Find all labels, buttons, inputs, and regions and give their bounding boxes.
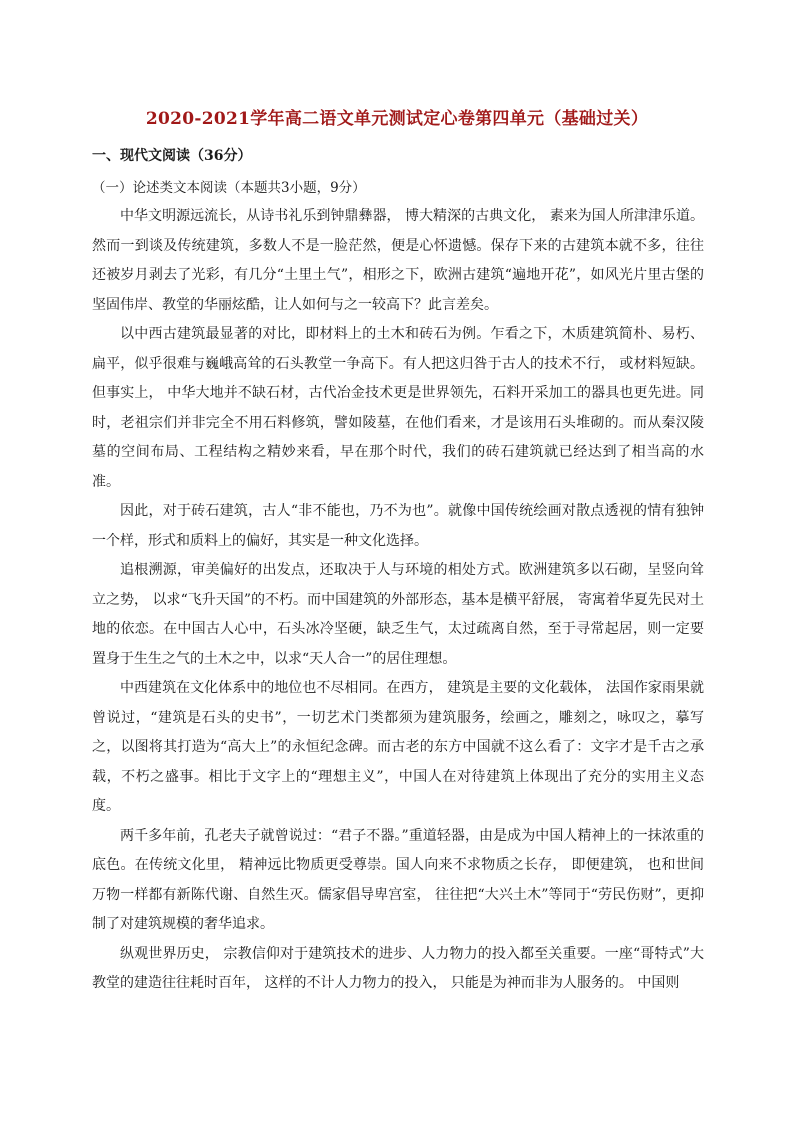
paragraph: 中西建筑在文化体系中的地位也不尽相同。在西方， 建筑是主要的文化载体， 法国作家雨果就曾说过，“建筑是石头的史书”，一切艺术门类都须为建筑服务，绘画之，雕刻之，咏叹之，摹写之，以图将其打造为“高大上”的永恒纪念碑。而古老的东方中国就不这么看了：文字才是千古之承载，不朽之盛事。相比于文字上的“理想主义”，中国人在对待建筑上体现出了充分的实用主义态度。 (92, 680, 704, 814)
paragraph: 追根溯源，审美偏好的出发点，还取决于人与环境的相处方式。欧洲建筑多以石砌，呈竖向耸立之势， 以求“飞升天国”的不朽。而中国建筑的外部形态，基本是横平舒展， 寄寓着华夏先民对土地的依恋。在中国古人心中，石头冰冷坚硬，缺乏生气，太过疏离自然，至于寻常起居，则一定要置身于生生之气的土木之中，以求“天人合一”的居住理想。 (92, 562, 704, 667)
section-heading: 一、现代文阅读（36分） (92, 148, 252, 164)
paragraph: 中华文明源远流长，从诗书礼乐到钟鼎彝器， 博大精深的古典文化， 素来为国人所津津乐道。然而一到谈及传统建筑，多数人不是一脸茫然，便是心怀遗憾。保存下来的古建筑本就不多，往往还被岁月剥去了光彩，有几分“土里土气”，相形之下，欧洲古建筑“遍地开花”，如风光片里古堡的坚固伟岸、教堂的华丽炫酷，让人如何与之一较高下？此言差矣。 (92, 208, 704, 313)
paragraph: 两千多年前，孔老夫子就曾说过：“君子不器。”重道轻器，由是成为中国人精神上的一抹浓重的底色。在传统文化里， 精神远比物质更受尊崇。国人向来不求物质之长存， 即便建筑， 也和世间万物一样都有新陈代谢、自然生灭。儒家倡导卑宫室， 往往把“大兴土木”等同于“劳民伤财”，更抑制了对建筑规模的奢华追求。 (92, 827, 704, 932)
paragraph: 因此，对于砖石建筑，古人“非不能也，乃不为也”。就像中国传统绘画对散点透视的情有独钟一个样，形式和质料上的偏好，其实是一种文化选择。 (92, 503, 704, 549)
article-body (92, 202, 704, 999)
subsection-heading: （一）论述类文本阅读（本题共3小题，9分） (92, 180, 366, 196)
paragraph: 纵观世界历史， 宗教信仰对于建筑技术的进步、人力物力的投入都至关重要。一座“哥特式”大教堂的建造往往耗时百年， 这样的不计人力物力的投入， 只能是为神而非为人服务的。 中国则 (92, 945, 704, 991)
paragraph: 以中西古建筑最显著的对比，即材料上的土木和砖石为例。乍看之下，木质建筑简朴、易朽、扁平，似乎很难与巍峨高耸的石头教堂一争高下。有人把这归咎于古人的技术不行， 或材料短缺。但事实上， 中华大地并不缺石材，古代冶金技术更是世界领先，石料开采加工的器具也更先进。同时，老祖宗们并非完全不用石料修筑，譬如陵墓，在他们看来，才是该用石头堆砌的。而从秦汉陵墓的空间布局、工程结构之精妙来看，早在那个时代，我们的砖石建筑就已经达到了相当高的水准。 (92, 326, 704, 490)
document-title: 2020-2021学年高二语文单元测试定心卷第四单元（基础过关） (145, 109, 649, 129)
